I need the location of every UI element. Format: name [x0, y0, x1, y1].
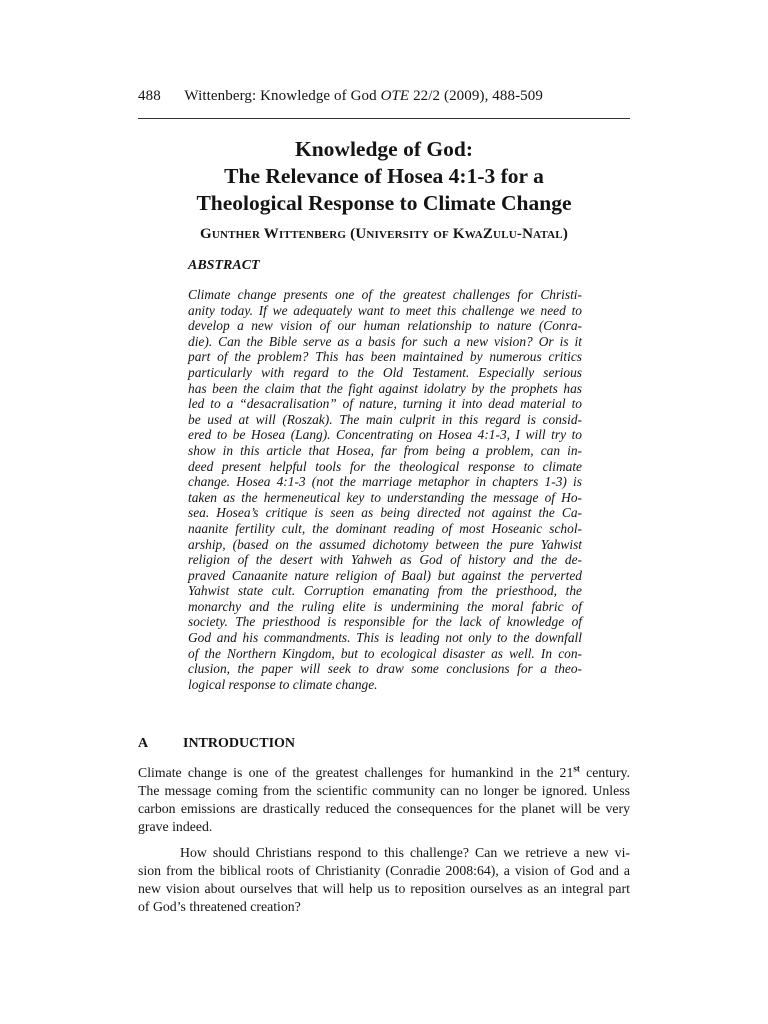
title-line: Knowledge of God: — [295, 137, 473, 161]
abstract-line: clusion, the paper will seek to draw some conclusions for a theo- — [188, 661, 582, 677]
abstract-line: arship, (based on the assumed dichotomy between the pure Yahwist — [188, 536, 582, 552]
abstract-heading: ABSTRACT — [188, 258, 260, 273]
abstract-line: anity today. If we adequately want to meet this challenge we need to — [188, 302, 582, 318]
citation: 22/2 (2009), 488-509 — [413, 88, 543, 104]
abstract-line: change. Hosea 4:1-3 (not the marriage metaphor in chapters 1-3) is — [188, 474, 582, 490]
running-header — [138, 88, 543, 105]
abstract-line: show in this article that Hosea, far from being a problem, can in- — [188, 442, 582, 458]
abstract-line: God and his commandments. This is leading not only to the downfall — [188, 630, 582, 646]
abstract-line: be used at will (Roszak). The main culprit in this regard is consid- — [188, 411, 582, 427]
paragraph-introduction-1 — [138, 764, 630, 836]
abstract-line: praved Canaanite nature religion of Baal) but against the perverted — [188, 567, 582, 583]
abstract-line: Climate change presents one of the greatest challenges for Christi- — [188, 287, 582, 302]
line-text: century. — [579, 765, 630, 780]
ordinal-suffix: st — [573, 763, 580, 774]
journal-abbreviation: OTE — [380, 88, 410, 104]
page-number: 488 — [138, 88, 161, 104]
abstract-line: particularly with regard to the Old Testament. Especially serious — [188, 364, 582, 380]
abstract-line: develop a new vision of our human relationship to nature (Conra- — [188, 318, 582, 334]
abstract-line: ered to be Hosea (Lang). Concentrating on Hosea 4:1-3, I will try to — [188, 427, 582, 443]
paragraph-line: of God’s threatened creation? — [138, 899, 301, 914]
paragraph-line — [138, 764, 630, 782]
abstract-line: of the Northern Kingdom, but to ecological disaster as well. In con- — [188, 645, 582, 661]
section-title: INTRODUCTION — [183, 736, 296, 751]
abstract-line: deed present helpful tools for the theological response to climate — [188, 458, 582, 474]
paragraph-line: grave indeed. — [138, 819, 213, 834]
title-line: Theological Response to Climate Change — [196, 191, 572, 215]
line-text: Climate change is one of the greatest challenges for humankind in the 21 — [138, 765, 574, 780]
section-heading — [138, 736, 295, 752]
header-rule — [138, 118, 630, 119]
article-title — [138, 136, 630, 217]
paragraph-introduction-2 — [138, 844, 630, 916]
paragraph-line: The message coming from the scientific community can no longer be ignored. Unless — [138, 783, 630, 798]
paragraph-line: sion from the biblical roots of Christianity (Conradie 2008:64), a vision of God and a — [138, 863, 630, 878]
abstract-line: taken as the hermeneutical key to understanding the message of Ho- — [188, 489, 582, 505]
abstract-text — [188, 287, 582, 692]
abstract-line: sea. Hosea’s critique is seen as being directed not against the Ca- — [188, 505, 582, 521]
abstract-line: society. The priesthood is responsible for the lack of knowledge of — [188, 614, 582, 630]
abstract-line: Yahwist state cult. Corruption emanating from the priesthood, the — [188, 583, 582, 599]
abstract-line: monarchy and the ruling elite is undermining the moral fabric of — [188, 598, 582, 614]
abstract-line: part of the problem? This has been maintained by numerous critics — [188, 349, 582, 365]
abstract-line: naanite fertility cult, the dominant reading of most Hoseanic schol- — [188, 520, 582, 536]
running-title: Wittenberg: Knowledge of God — [184, 88, 377, 104]
paragraph-line: new vision about ourselves that will help us to reposition ourselves as an integral part — [138, 881, 630, 896]
section-letter: A — [138, 736, 149, 751]
abstract-line: religion of the desert with Yahweh as God of history and the de- — [188, 552, 582, 568]
author-affiliation: Gunther Wittenberg (University of KwaZulu-Natal) — [199, 226, 569, 242]
title-line: The Relevance of Hosea 4:1-3 for a — [224, 164, 544, 188]
paragraph-line: carbon emissions are drastically reduced the consequences for the planet will be very — [138, 801, 630, 816]
abstract-line: led to a “desacralisation” of nature, turning it into dead material to — [188, 396, 582, 412]
abstract-line: logical response to climate change. — [188, 676, 378, 692]
paragraph-line: How should Christians respond to this challenge? Can we retrieve a new vi- — [180, 845, 630, 860]
abstract-line: has been the claim that the fight against idolatry by the prophets has — [188, 380, 582, 396]
abstract-line: die). Can the Bible serve as a basis for such a new vision? Or is it — [188, 333, 582, 349]
